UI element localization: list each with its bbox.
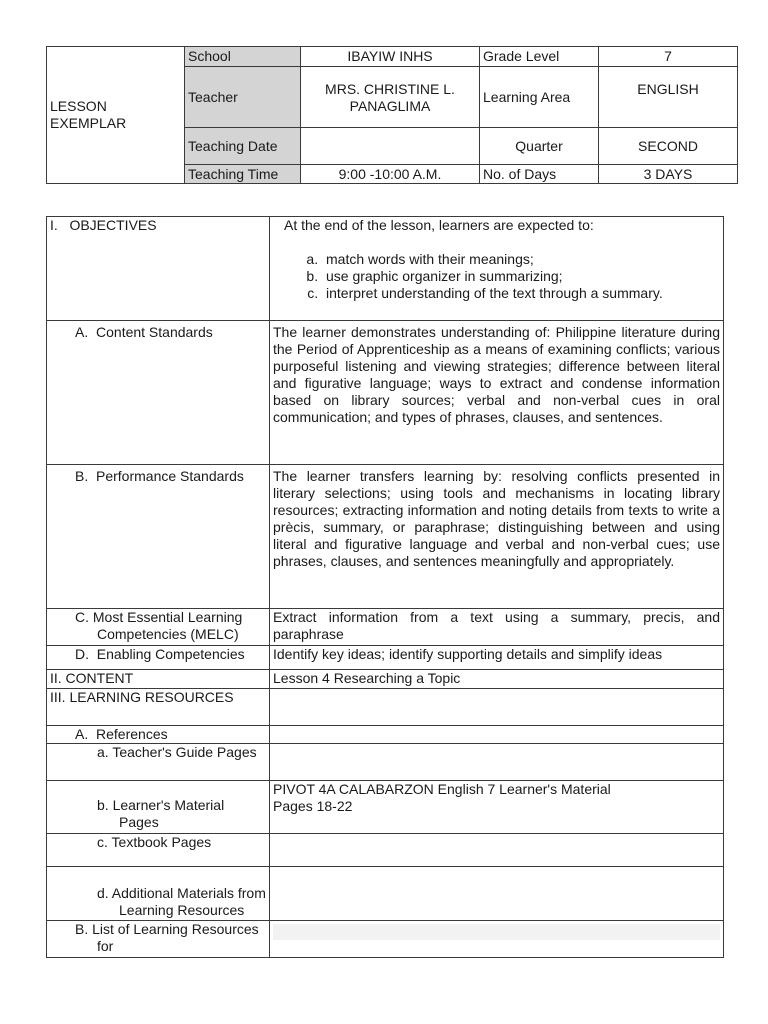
objectives-cell (270, 217, 724, 321)
performance-standards-row (47, 465, 724, 609)
enabling-label: D. Enabling Competencies (47, 646, 270, 670)
content-label: II. CONTENT (47, 670, 270, 689)
content-standards-label: A. Content Standards (47, 321, 270, 465)
no-of-days-label: No. of Days (480, 165, 599, 184)
learning-area-label: Learning Area (480, 67, 599, 128)
lesson-exemplar-title: LESSON EXEMPLAR (47, 47, 185, 184)
learners-material-cell-right (270, 781, 724, 834)
no-of-days-value: 3 DAYS (599, 165, 738, 184)
quarter-label: Quarter (480, 128, 599, 165)
enabling-row (47, 646, 724, 670)
teachers-guide-row (47, 744, 724, 781)
textbook-label: c. Textbook Pages (97, 834, 212, 850)
objectives-list (284, 251, 720, 302)
content-standards-text: The learner demonstrates understanding of: Philippine literature during the Period of Apprenticeship as a means of examining conflicts; various purposeful listening and viewing strategies; difference between literal and figurative language; ways to extract and condense information based on library sources; verbal and non-verbal cues in oral communication; and types of phrases, clauses, and sentences. (270, 321, 724, 465)
teaching-time-label: Teaching Time (185, 165, 301, 184)
content-row (47, 670, 724, 689)
textbook-cell (47, 834, 270, 867)
learners-material-cell (47, 781, 270, 834)
school-value: IBAYIW INHS (301, 47, 480, 67)
teachers-guide-text (270, 744, 724, 781)
learning-resources-row (47, 689, 724, 726)
school-label: School (185, 47, 301, 67)
objective-item: b. use graphic organizer in summarizing; (322, 268, 720, 285)
list-resources-cell (47, 921, 270, 958)
references-label: A. References (47, 726, 270, 744)
learning-area-value: ENGLISH (599, 67, 738, 128)
objective-item: a. match words with their meanings; (322, 251, 720, 268)
list-resources-text (273, 924, 720, 940)
melc-label: C. Most Essential Learning Competencies (MELC) (75, 609, 243, 642)
additional-materials-cell (47, 867, 270, 921)
textbook-row (47, 834, 724, 867)
list-resources-cell-right (270, 921, 724, 958)
learners-material-text: PIVOT 4A CALABARZON English 7 Learner's Material (273, 781, 611, 797)
objectives-label: I. OBJECTIVES (47, 217, 270, 321)
melc-row (47, 609, 724, 646)
lesson-plan-table (46, 216, 724, 958)
teacher-value: MRS. CHRISTINE L. PANAGLIMA (301, 67, 480, 128)
learning-resources-text (270, 689, 724, 726)
objective-item: c. interpret understanding of the text through a summary. (322, 285, 720, 302)
objectives-intro: At the end of the lesson, learners are expected to: (284, 217, 594, 233)
additional-materials-row (47, 867, 724, 921)
header-table (46, 46, 738, 184)
references-text (270, 726, 724, 744)
list-resources-row (47, 921, 724, 958)
objectives-row (47, 217, 724, 321)
learners-material-pages: Pages 18-22 (273, 798, 353, 814)
textbook-text (270, 834, 724, 867)
content-text: Lesson 4 Researching a Topic (270, 670, 724, 689)
performance-standards-text: The learner transfers learning by: resolving conflicts presented in literary selections; using tools and mechanisms in locating library resources; extracting information and noting details from texts to write a prècis, summary, or paraphrase; distinguishing between and using literal and figurative language and verbal and non-verbal cues; use phrases, clauses, and sentences meaningfully and appropriately. (270, 465, 724, 609)
learners-material-label: b. Learner's Material Pages (97, 797, 225, 830)
grade-level-value: 7 (599, 47, 738, 67)
additional-materials-label: d. Additional Materials from Learning Resources (97, 885, 266, 918)
additional-materials-text (270, 867, 724, 921)
learning-resources-label: III. LEARNING RESOURCES (47, 689, 270, 726)
melc-label-cell (47, 609, 270, 646)
grade-level-label: Grade Level (480, 47, 599, 67)
list-resources-label: B. List of Learning Resources for (75, 921, 259, 954)
teaching-date-label: Teaching Date (185, 128, 301, 165)
teaching-date-value (301, 128, 480, 165)
learners-material-row (47, 781, 724, 834)
teachers-guide-label: a. Teacher's Guide Pages (97, 744, 257, 760)
teachers-guide-cell (47, 744, 270, 781)
melc-text: Extract information from a text using a summary, precis, and paraphrase (270, 609, 724, 646)
quarter-value: SECOND (599, 128, 738, 165)
content-standards-row (47, 321, 724, 465)
teaching-time-value: 9:00 -10:00 A.M. (301, 165, 480, 184)
enabling-text: Identify key ideas; identify supporting details and simplify ideas (270, 646, 724, 670)
teacher-label: Teacher (185, 67, 301, 128)
references-row (47, 726, 724, 744)
performance-standards-label: B. Performance Standards (47, 465, 270, 609)
